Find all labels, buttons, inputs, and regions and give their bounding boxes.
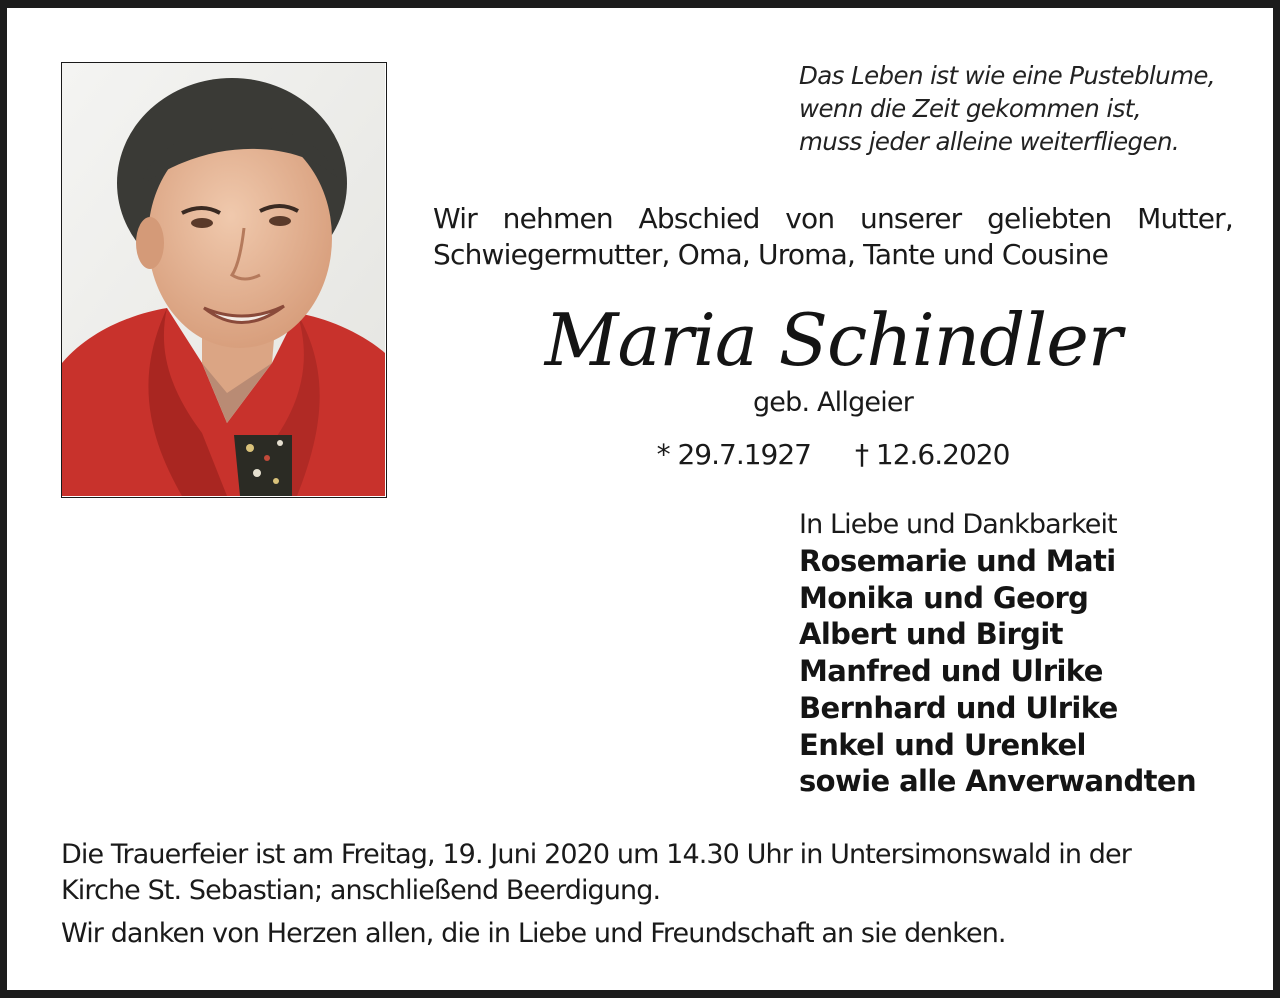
deceased-name: Maria Schindler [544, 298, 1122, 382]
quote-line: Das Leben ist wie eine Pusteblume, [799, 61, 1215, 90]
service-line: Kirche St. Sebastian; anschließend Beerdigung. [61, 875, 661, 906]
intro-line: Wir nehmen Abschied von unserer geliebten Mutter, [433, 202, 1233, 235]
mourner-family: Bernhard und Ulrike [799, 690, 1118, 725]
portrait-photo [61, 62, 387, 498]
service-info [61, 837, 1233, 952]
mourner-family: Albert und Birgit [799, 617, 1063, 652]
mourners-block [799, 506, 1196, 800]
life-dates [433, 435, 1233, 475]
thanks-line: Wir danken von Herzen allen, die in Liebe und Freundschaft an sie denken. [61, 918, 1006, 949]
mourners-lead: In Liebe und Dankbarkeit [799, 509, 1117, 540]
quote-line: muss jeder alleine weiterfliegen. [799, 127, 1180, 156]
mourner-family: Monika und Georg [799, 580, 1089, 615]
birth-name: geb. Allgeier [752, 387, 914, 418]
mourner-family: Enkel und Urenkel [799, 727, 1086, 762]
mourner-family: Manfred und Ulrike [799, 654, 1103, 689]
intro-line: Schwiegermutter, Oma, Uroma, Tante und Cousine [433, 238, 1108, 271]
farewell-intro [433, 201, 1233, 273]
death-date: † 12.6.2020 [855, 438, 1010, 471]
birth-date: * 29.7.1927 [656, 438, 811, 471]
service-line: Die Trauerfeier ist am Freitag, 19. Juni 2020 um 14.30 Uhr in Untersimonswald in der [61, 839, 1131, 870]
mourner-family: Rosemarie und Mati [799, 544, 1116, 578]
quote-line: wenn die Zeit gekommen ist, [799, 94, 1141, 123]
mourner-family: sowie alle Anverwandten [799, 764, 1197, 799]
quote [799, 59, 1215, 158]
